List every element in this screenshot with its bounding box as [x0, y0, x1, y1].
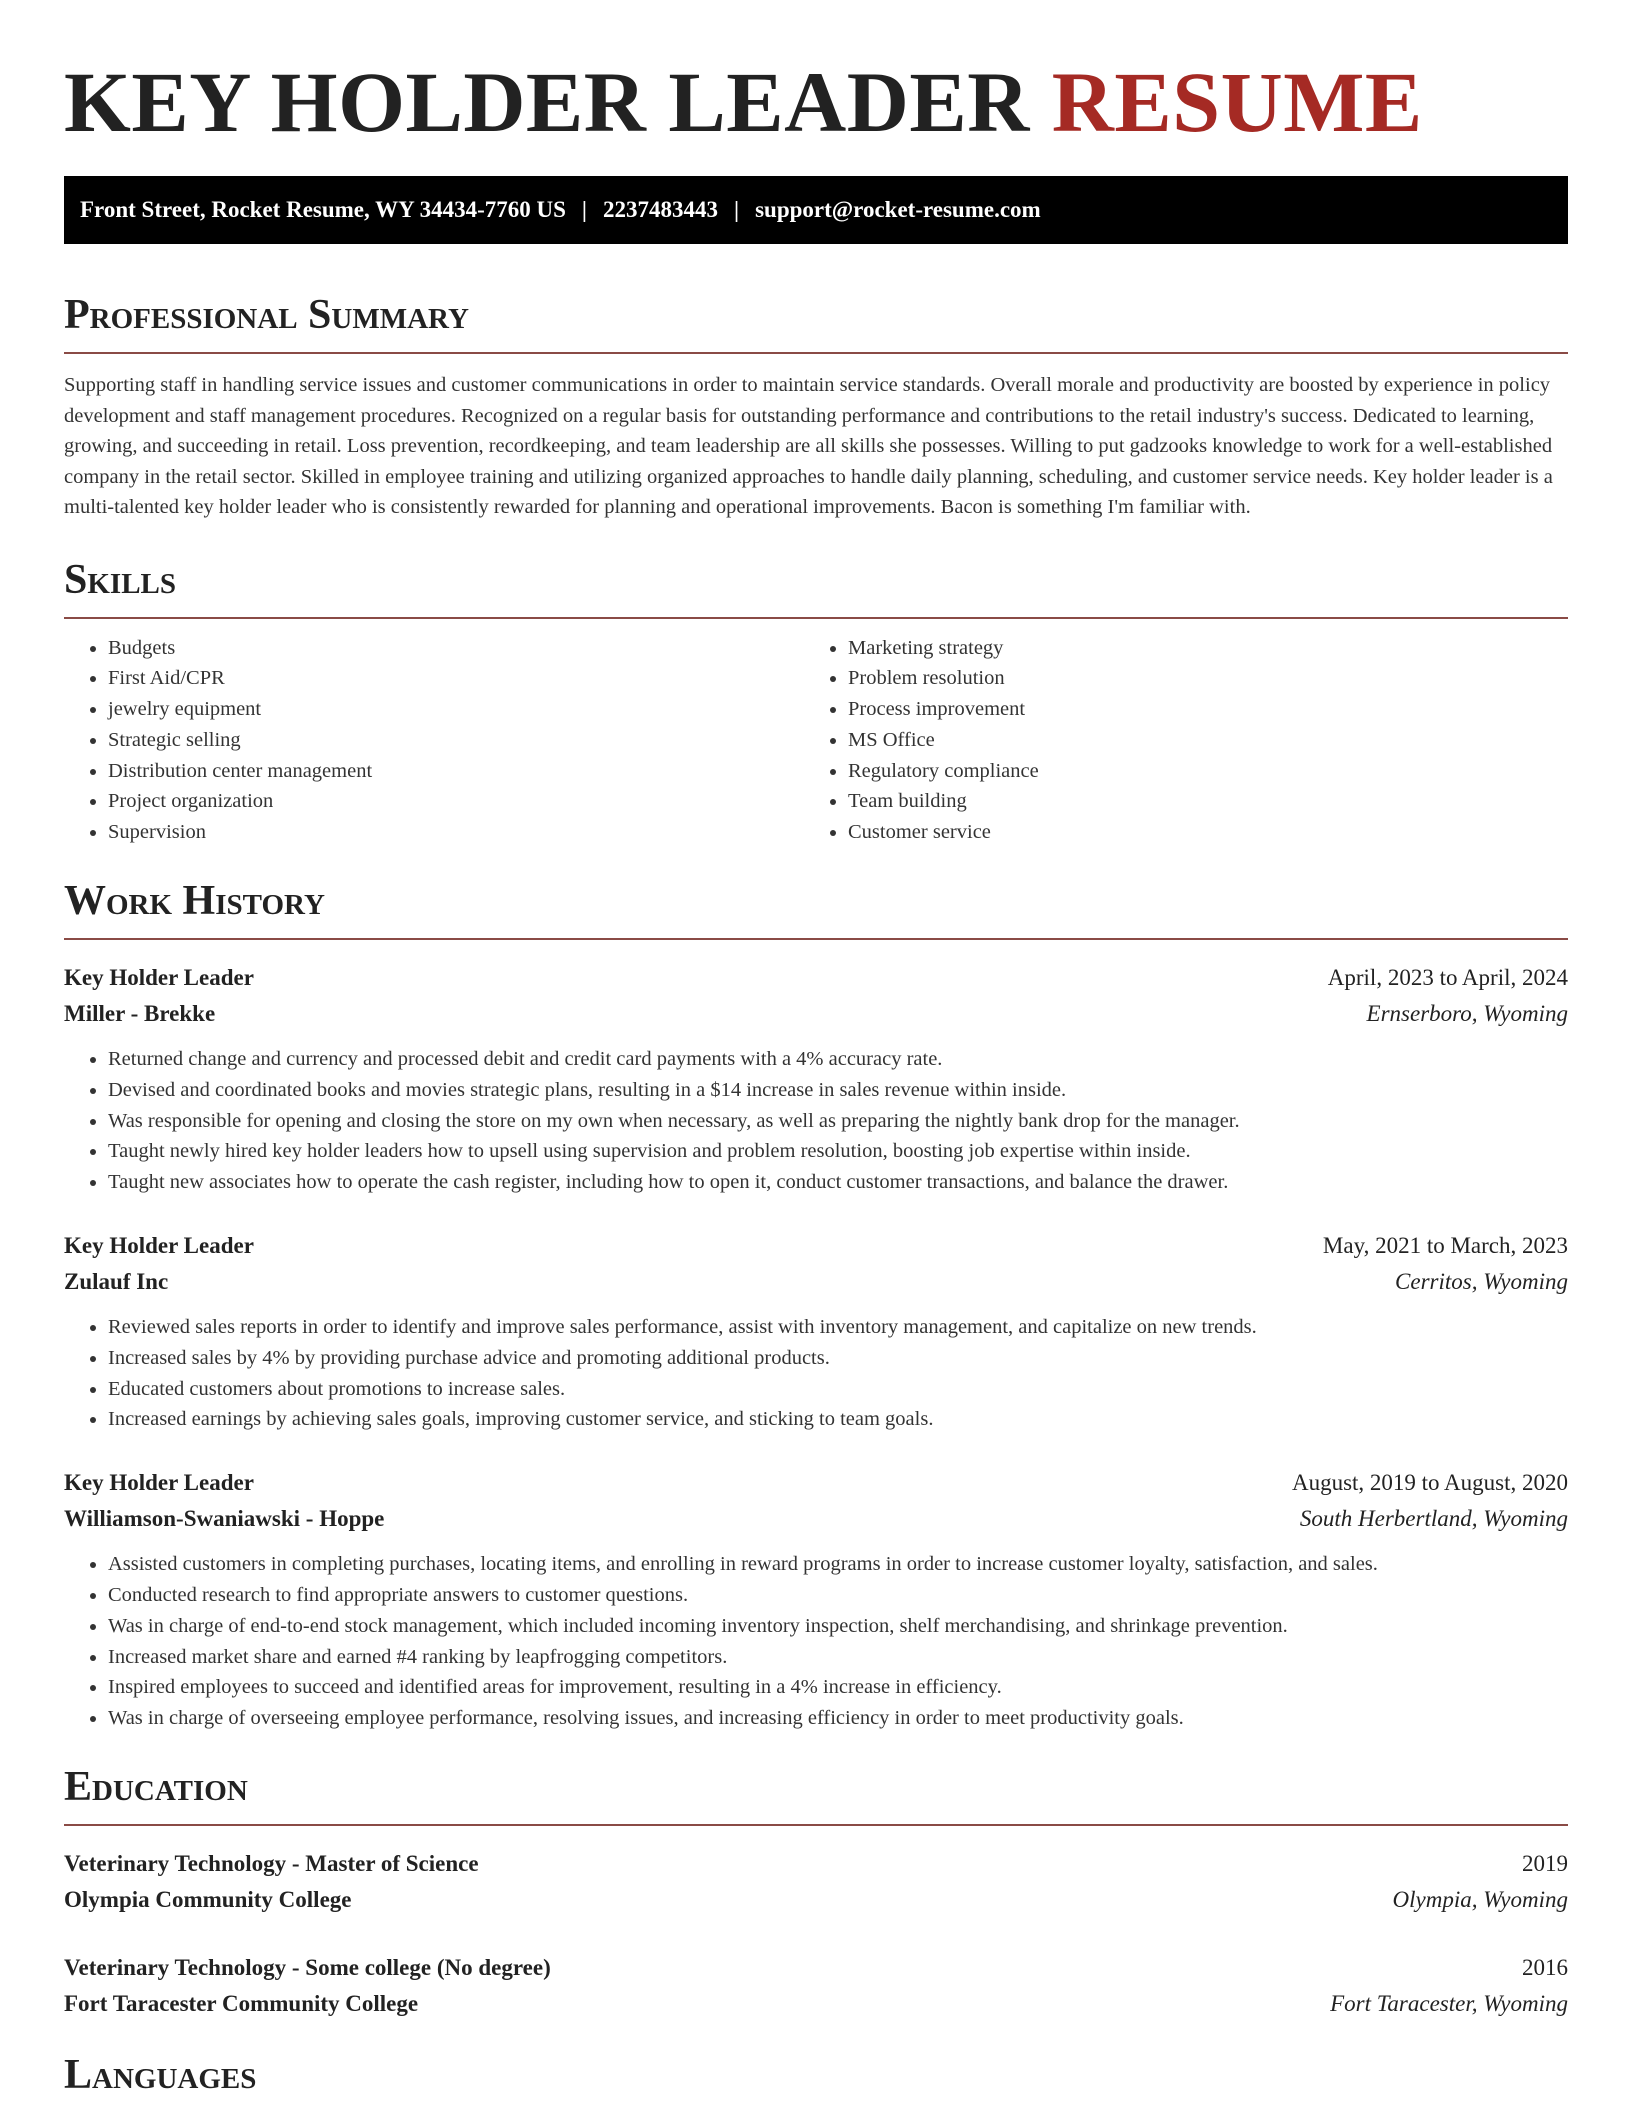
job-bullet: • Taught new associates how to operate the cash register, including how to open it, conduct customer transactions, and balance the drawer.: [108, 1167, 1568, 1198]
education-location: Fort Taracester, Wyoming: [1330, 1991, 1568, 2017]
skills-column-left: [64, 633, 804, 849]
job-bullets: [64, 1549, 1568, 1734]
job-entry: [64, 1228, 1568, 1435]
job-dates: May, 2021 to March, 2023: [1322, 1233, 1568, 1259]
contact-address: Front Street, Rocket Resume, WY 34434-7760 US: [80, 197, 566, 222]
education-entry: [64, 1846, 1568, 1918]
skills-heading: Skills: [64, 556, 177, 603]
education-school-row: [64, 1986, 1568, 2022]
education-school: Fort Taracester Community College: [64, 1991, 419, 2017]
job-entry: [64, 960, 1568, 1198]
languages-heading: Languages: [64, 2052, 257, 2099]
education-degree: Veterinary Technology - Master of Science: [64, 1851, 479, 1877]
job-company-row: [64, 1501, 1568, 1537]
job-role: Key Holder Leader: [64, 1470, 254, 1496]
job-bullets: [64, 1044, 1568, 1198]
title-main: KEY HOLDER LEADER: [64, 54, 1030, 150]
job-header-row: [64, 960, 1568, 996]
resume-title: [64, 0, 1568, 152]
job-role: Key Holder Leader: [64, 1233, 254, 1259]
job-entry: [64, 1465, 1568, 1734]
title-accent: RESUME: [1051, 54, 1423, 150]
job-bullet: • Taught newly hired key holder leaders how to upsell using supervision and problem resolution, boosting job expertise within inside.: [108, 1136, 1568, 1167]
job-dates: April, 2023 to April, 2024: [1327, 965, 1568, 991]
job-company: Zulauf Inc: [64, 1269, 169, 1295]
job-bullet: • Returned change and currency and processed debit and credit card payments with a 4% accuracy rate.: [108, 1044, 1568, 1075]
education-heading: Education: [64, 1764, 248, 1811]
skill-item: • Team building: [848, 786, 1544, 817]
education-entry: [64, 1950, 1568, 2022]
job-location: South Herbertland, Wyoming: [1299, 1506, 1568, 1532]
resume-page: [64, 0, 1568, 2100]
skills-column-right: [804, 633, 1544, 849]
job-dates: August, 2019 to August, 2020: [1291, 1470, 1568, 1496]
skill-item: • Supervision: [108, 817, 804, 848]
job-company-row: [64, 1264, 1568, 1300]
job-bullet: • Increased sales by 4% by providing purchase advice and promoting additional products.: [108, 1343, 1568, 1374]
job-bullet: • Increased market share and earned #4 ranking by leapfrogging competitors.: [108, 1642, 1568, 1673]
contact-email[interactable]: support@rocket-resume.com: [755, 197, 1041, 222]
skill-item: • Regulatory compliance: [848, 756, 1544, 787]
skill-item: • Problem resolution: [848, 663, 1544, 694]
skill-item: • MS Office: [848, 725, 1544, 756]
contact-separator: |: [581, 197, 587, 222]
skill-item: • Distribution center management: [108, 756, 804, 787]
job-company: Miller - Brekke: [64, 1001, 216, 1027]
education-school: Olympia Community College: [64, 1887, 352, 1913]
job-location: Ernserboro, Wyoming: [1366, 1001, 1568, 1027]
skill-item: • Project organization: [108, 786, 804, 817]
job-bullet: • Devised and coordinated books and movies strategic plans, resulting in a $14 increase in sales revenue within inside.: [108, 1075, 1568, 1106]
job-header-row: [64, 1228, 1568, 1264]
skill-item: • Strategic selling: [108, 725, 804, 756]
section-divider: [64, 617, 1568, 619]
job-role: Key Holder Leader: [64, 965, 254, 991]
job-bullet: • Was in charge of end-to-end stock management, which included incoming inventory inspection, shelf merchandising, and shrinkage prevention.: [108, 1611, 1568, 1642]
skill-item: • First Aid/CPR: [108, 663, 804, 694]
job-bullet: • Conducted research to find appropriate answers to customer questions.: [108, 1580, 1568, 1611]
education-degree: Veterinary Technology - Some college (No degree): [64, 1955, 551, 1981]
skill-item: • Customer service: [848, 817, 1544, 848]
education-school-row: [64, 1882, 1568, 1918]
skill-item: • Marketing strategy: [848, 633, 1544, 664]
education-year: 2019: [1522, 1851, 1568, 1877]
job-bullet: • Educated customers about promotions to increase sales.: [108, 1374, 1568, 1405]
job-header-row: [64, 1465, 1568, 1501]
education-degree-row: [64, 1950, 1568, 1986]
job-company: Williamson-Swaniawski - Hoppe: [64, 1506, 385, 1532]
job-bullet: • Was in charge of overseeing employee performance, resolving issues, and increasing efficiency in order to meet productivity goals.: [108, 1703, 1568, 1734]
job-bullets: [64, 1312, 1568, 1435]
contact-bar: [64, 176, 1568, 244]
education-location: Olympia, Wyoming: [1392, 1887, 1568, 1913]
contact-phone[interactable]: 2237483443: [603, 197, 718, 222]
section-divider: [64, 1824, 1568, 1826]
section-divider: [64, 352, 1568, 354]
education-degree-row: [64, 1846, 1568, 1882]
contact-separator: |: [734, 197, 740, 222]
job-company-row: [64, 996, 1568, 1032]
work-history-heading: Work History: [64, 878, 325, 925]
skill-item: • Process improvement: [848, 694, 1544, 725]
summary-heading: Professional Summary: [64, 292, 469, 338]
education-year: 2016: [1522, 1955, 1568, 1981]
job-bullet: • Inspired employees to succeed and identified areas for improvement, resulting in a 4% increase in efficiency.: [108, 1672, 1568, 1703]
job-bullet: • Assisted customers in completing purchases, locating items, and enrolling in reward programs in order to increase customer loyalty, satisfaction, and sales.: [108, 1549, 1568, 1580]
skill-item: • Budgets: [108, 633, 804, 664]
job-location: Cerritos, Wyoming: [1395, 1269, 1568, 1295]
skill-item: • jewelry equipment: [108, 694, 804, 725]
job-bullet: • Increased earnings by achieving sales goals, improving customer service, and sticking to team goals.: [108, 1404, 1568, 1435]
skills-list: [64, 633, 1568, 849]
job-bullet: • Was responsible for opening and closing the store on my own when necessary, as well as preparing the nightly bank drop for the manager.: [108, 1106, 1568, 1137]
summary-text: Supporting staff in handling service issues and customer communications in order to maintain service standards. Overall morale and productivity are boosted by experience in policy development and staff management procedures. Recognized on a regular basis for outstanding performance and contributions to the retail industry's success. Dedicated to learning, growing, and succeeding in retail. Loss prevention, recordkeeping, and team leadership are all skills she possesses. Willing to put gadzooks knowledge to work for a well-established company in the retail sector. Skilled in employee training and utilizing organized approaches to handle daily planning, scheduling, and customer service needs. Key holder leader is a multi-talented key holder leader who is consistently rewarded for planning and operational improvements. Bacon is something I'm familiar with.: [64, 374, 1553, 518]
job-bullet: • Reviewed sales reports in order to identify and improve sales performance, assist with inventory management, and capitalize on new trends.: [108, 1312, 1568, 1343]
section-divider: [64, 938, 1568, 940]
